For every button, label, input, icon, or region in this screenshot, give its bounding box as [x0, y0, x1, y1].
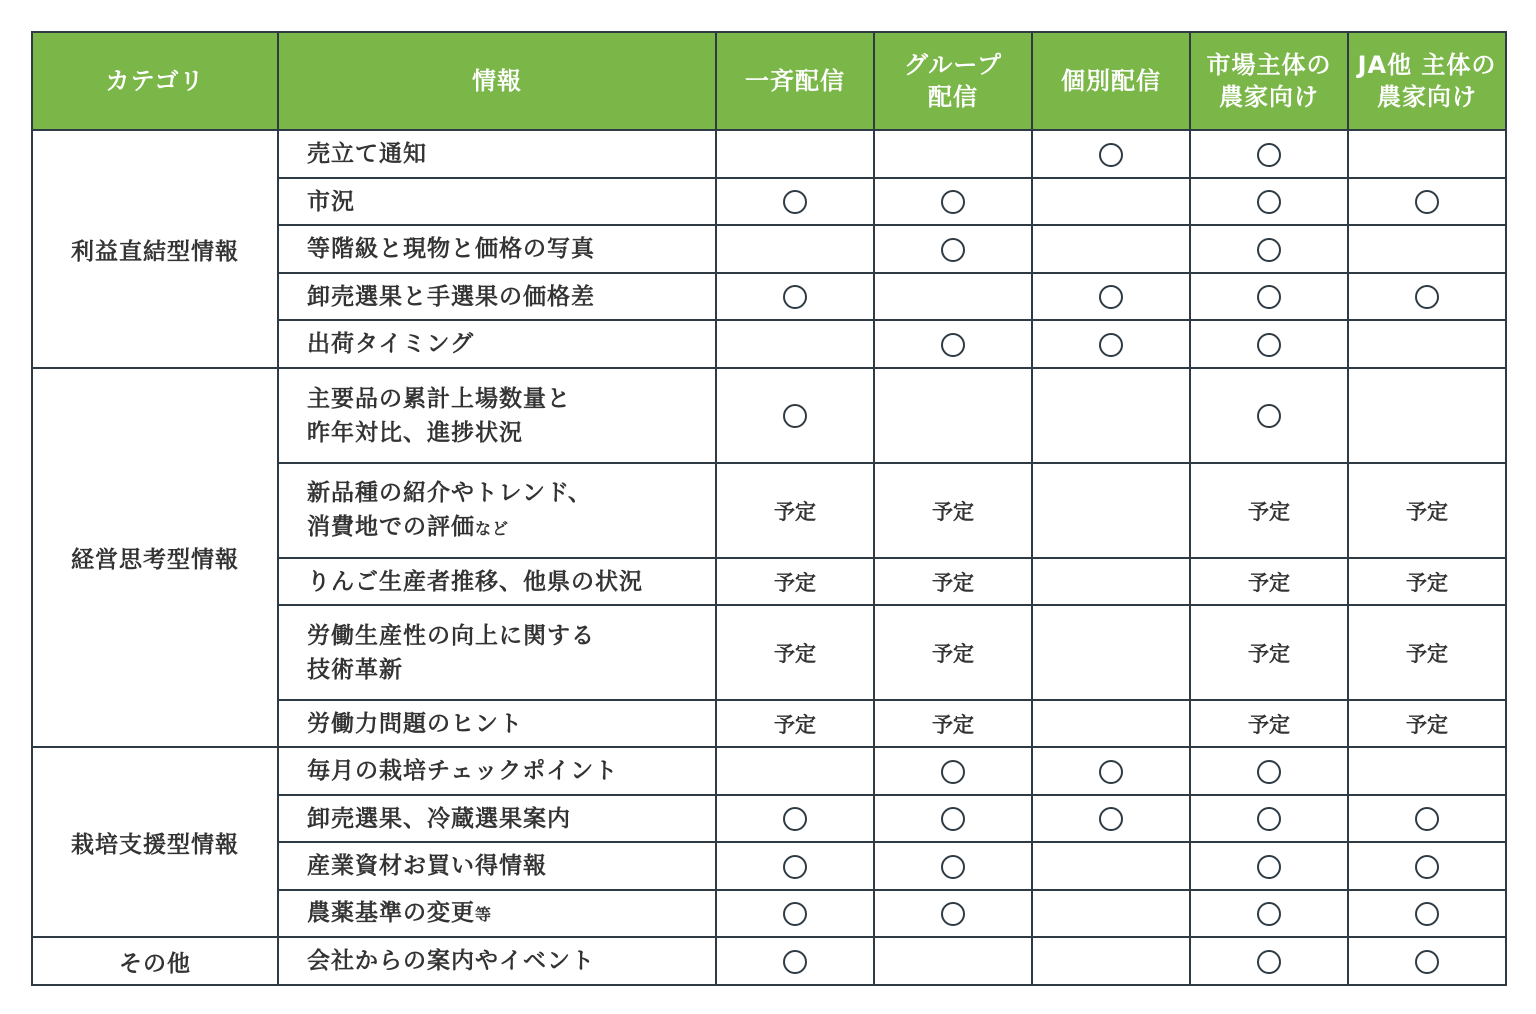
circle-mark-icon: [941, 238, 965, 262]
info-cell: [278, 558, 716, 605]
table-row: [32, 937, 1506, 985]
mark-cell-group: [874, 700, 1032, 747]
info-cell: [278, 795, 716, 842]
mark-cell-individual: [1032, 368, 1190, 463]
circle-mark-icon: [1257, 333, 1281, 357]
mark-cell-ja-farmers: [1348, 273, 1506, 320]
mark-cell-group: [874, 178, 1032, 225]
circle-mark-icon: [783, 807, 807, 831]
mark-cell-market-farmers: [1190, 463, 1348, 558]
info-suffix: 等: [475, 904, 493, 924]
circle-mark-icon: [941, 190, 965, 214]
mark-cell-ja-farmers: [1348, 795, 1506, 842]
header-label-line: 一斉配信: [745, 67, 845, 95]
mark-cell-broadcast: [716, 937, 874, 985]
info-cell: [278, 700, 716, 747]
mark-cell-group: [874, 795, 1032, 842]
mark-cell-broadcast: [716, 320, 874, 368]
mark-cell-market-farmers: [1190, 368, 1348, 463]
header-market-farmers: [1190, 32, 1348, 130]
circle-mark-icon: [1257, 238, 1281, 262]
mark-cell-market-farmers: [1190, 273, 1348, 320]
info-text: 市況: [307, 188, 355, 215]
header-label-line: グループ: [903, 51, 1003, 79]
mark-cell-broadcast: [716, 463, 874, 558]
table-header: [32, 32, 1506, 130]
circle-mark-icon: [783, 855, 807, 879]
mark-cell-broadcast: [716, 368, 874, 463]
info-cell: [278, 130, 716, 178]
mark-cell-market-farmers: [1190, 605, 1348, 700]
mark-cell-group: [874, 130, 1032, 178]
planned-label: 予定: [774, 570, 816, 595]
info-text: 主要品の累計上場数量と: [307, 385, 571, 412]
mark-cell-ja-farmers: [1348, 558, 1506, 605]
header-label-line: 農家向け: [1219, 83, 1319, 111]
mark-cell-market-farmers: [1190, 700, 1348, 747]
mark-cell-market-farmers: [1190, 225, 1348, 273]
circle-mark-icon: [1257, 902, 1281, 926]
header-row: [32, 32, 1506, 130]
header-individual: [1032, 32, 1190, 130]
info-cell: [278, 747, 716, 795]
circle-mark-icon: [1415, 190, 1439, 214]
planned-label: 予定: [932, 570, 974, 595]
mark-cell-market-farmers: [1190, 178, 1348, 225]
mark-cell-market-farmers: [1190, 795, 1348, 842]
circle-mark-icon: [941, 902, 965, 926]
mark-cell-group: [874, 747, 1032, 795]
planned-label: 予定: [932, 712, 974, 737]
header-label-line: 農家向け: [1377, 83, 1477, 111]
mark-cell-group: [874, 842, 1032, 890]
mark-cell-group: [874, 605, 1032, 700]
mark-cell-group: [874, 368, 1032, 463]
circle-mark-icon: [1415, 285, 1439, 309]
circle-mark-icon: [941, 333, 965, 357]
info-text: 労働力問題のヒント: [307, 710, 523, 737]
mark-cell-market-farmers: [1190, 890, 1348, 937]
info-text: 等階級と現物と価格の写真: [307, 236, 595, 262]
mark-cell-individual: [1032, 890, 1190, 937]
header-label-line: 市場主体の: [1206, 51, 1332, 79]
header-broadcast: [716, 32, 874, 130]
planned-label: 予定: [1406, 641, 1448, 666]
info-text: 昨年対比、進捗状況: [307, 419, 523, 446]
header-label-line: JA他 主体の: [1357, 51, 1497, 79]
circle-mark-icon: [1257, 143, 1281, 167]
header-label-line: カテゴリ: [105, 67, 205, 95]
mark-cell-market-farmers: [1190, 747, 1348, 795]
mark-cell-broadcast: [716, 747, 874, 795]
info-cell: [278, 225, 716, 273]
mark-cell-group: [874, 463, 1032, 558]
planned-label: 予定: [1406, 570, 1448, 595]
info-text: 卸売選果、冷蔵選果案内: [307, 805, 571, 832]
mark-cell-ja-farmers: [1348, 937, 1506, 985]
mark-cell-broadcast: [716, 795, 874, 842]
mark-cell-market-farmers: [1190, 130, 1348, 178]
info-cell: [278, 842, 716, 890]
circle-mark-icon: [1257, 855, 1281, 879]
mark-cell-ja-farmers: [1348, 463, 1506, 558]
planned-label: 予定: [1248, 641, 1290, 666]
circle-mark-icon: [1099, 807, 1123, 831]
info-text: 新品種の紹介やトレンド、: [307, 479, 592, 506]
mark-cell-individual: [1032, 273, 1190, 320]
mark-cell-individual: [1032, 700, 1190, 747]
mark-cell-individual: [1032, 178, 1190, 225]
mark-cell-group: [874, 225, 1032, 273]
circle-mark-icon: [1099, 143, 1123, 167]
mark-cell-broadcast: [716, 178, 874, 225]
mark-cell-individual: [1032, 320, 1190, 368]
planned-label: 予定: [932, 499, 974, 524]
mark-cell-ja-farmers: [1348, 178, 1506, 225]
mark-cell-group: [874, 937, 1032, 985]
mark-cell-individual: [1032, 747, 1190, 795]
table-row: [32, 747, 1506, 795]
info-text: 労働生産性の向上に関する: [307, 622, 595, 649]
circle-mark-icon: [1257, 190, 1281, 214]
circle-mark-icon: [1257, 760, 1281, 784]
mark-cell-group: [874, 558, 1032, 605]
circle-mark-icon: [783, 404, 807, 428]
mark-cell-group: [874, 890, 1032, 937]
info-cell: [278, 368, 716, 463]
planned-label: 予定: [1248, 712, 1290, 737]
circle-mark-icon: [1099, 760, 1123, 784]
info-text: 会社からの案内やイベント: [307, 948, 595, 974]
mark-cell-individual: [1032, 937, 1190, 985]
info-text: 消費地での評価など: [307, 513, 510, 540]
info-text: りんご生産者推移、他県の状況: [307, 568, 643, 595]
info-text: 卸売選果と手選果の価格差: [307, 283, 595, 310]
info-suffix: など: [475, 518, 510, 538]
planned-label: 予定: [932, 641, 974, 666]
info-cell: [278, 178, 716, 225]
circle-mark-icon: [783, 950, 807, 974]
planned-label: 予定: [774, 712, 816, 737]
mark-cell-broadcast: [716, 558, 874, 605]
header-label-line: 配信: [928, 83, 978, 111]
planned-label: 予定: [1248, 499, 1290, 524]
info-text: 毎月の栽培チェックポイント: [307, 758, 619, 784]
circle-mark-icon: [941, 760, 965, 784]
mark-cell-broadcast: [716, 130, 874, 178]
info-text: 売立て通知: [307, 141, 427, 167]
info-cell: [278, 890, 716, 937]
mark-cell-market-farmers: [1190, 320, 1348, 368]
category-cell: 利益直結型情報: [32, 130, 278, 368]
mark-cell-broadcast: [716, 890, 874, 937]
mark-cell-ja-farmers: [1348, 320, 1506, 368]
table-row: [32, 368, 1506, 463]
mark-cell-individual: [1032, 842, 1190, 890]
mark-cell-broadcast: [716, 225, 874, 273]
table-body: [32, 130, 1506, 985]
mark-cell-ja-farmers: [1348, 890, 1506, 937]
info-cell: [278, 463, 716, 558]
mark-cell-group: [874, 273, 1032, 320]
mark-cell-broadcast: [716, 605, 874, 700]
mark-cell-ja-farmers: [1348, 700, 1506, 747]
mark-cell-group: [874, 320, 1032, 368]
planned-label: 予定: [1406, 499, 1448, 524]
mark-cell-individual: [1032, 130, 1190, 178]
category-cell: 経営思考型情報: [32, 368, 278, 747]
distribution-matrix-table: [31, 31, 1507, 986]
circle-mark-icon: [1257, 285, 1281, 309]
circle-mark-icon: [1415, 950, 1439, 974]
info-text: 産業資材お買い得情報: [307, 853, 547, 879]
planned-label: 予定: [774, 641, 816, 666]
mark-cell-ja-farmers: [1348, 130, 1506, 178]
info-cell: [278, 605, 716, 700]
mark-cell-ja-farmers: [1348, 605, 1506, 700]
mark-cell-individual: [1032, 225, 1190, 273]
circle-mark-icon: [1415, 855, 1439, 879]
mark-cell-broadcast: [716, 273, 874, 320]
header-group: [874, 32, 1032, 130]
mark-cell-individual: [1032, 795, 1190, 842]
mark-cell-broadcast: [716, 842, 874, 890]
mark-cell-individual: [1032, 605, 1190, 700]
info-cell: [278, 937, 716, 985]
circle-mark-icon: [941, 807, 965, 831]
mark-cell-broadcast: [716, 700, 874, 747]
circle-mark-icon: [1415, 902, 1439, 926]
circle-mark-icon: [1415, 807, 1439, 831]
header-label-line: 情報: [472, 67, 522, 95]
circle-mark-icon: [1099, 333, 1123, 357]
circle-mark-icon: [783, 902, 807, 926]
mark-cell-individual: [1032, 463, 1190, 558]
mark-cell-ja-farmers: [1348, 747, 1506, 795]
circle-mark-icon: [1099, 285, 1123, 309]
mark-cell-ja-farmers: [1348, 368, 1506, 463]
header-ja-farmers: [1348, 32, 1506, 130]
info-text: 農薬基準の変更等: [307, 899, 493, 926]
header-info: [278, 32, 716, 130]
mark-cell-market-farmers: [1190, 842, 1348, 890]
category-cell: 栽培支援型情報: [32, 747, 278, 937]
planned-label: 予定: [1248, 570, 1290, 595]
mark-cell-individual: [1032, 558, 1190, 605]
circle-mark-icon: [1257, 807, 1281, 831]
category-cell: その他: [32, 937, 278, 985]
info-cell: [278, 273, 716, 320]
planned-label: 予定: [1406, 712, 1448, 737]
circle-mark-icon: [1257, 404, 1281, 428]
info-cell: [278, 320, 716, 368]
mark-cell-ja-farmers: [1348, 225, 1506, 273]
mark-cell-market-farmers: [1190, 558, 1348, 605]
circle-mark-icon: [1257, 950, 1281, 974]
info-text: 技術革新: [307, 656, 403, 683]
circle-mark-icon: [941, 855, 965, 879]
circle-mark-icon: [783, 190, 807, 214]
table-row: [32, 130, 1506, 178]
header-label-line: 個別配信: [1061, 67, 1161, 95]
info-text: 出荷タイミング: [307, 331, 475, 357]
circle-mark-icon: [783, 285, 807, 309]
header-category: [32, 32, 278, 130]
planned-label: 予定: [774, 499, 816, 524]
mark-cell-ja-farmers: [1348, 842, 1506, 890]
mark-cell-market-farmers: [1190, 937, 1348, 985]
